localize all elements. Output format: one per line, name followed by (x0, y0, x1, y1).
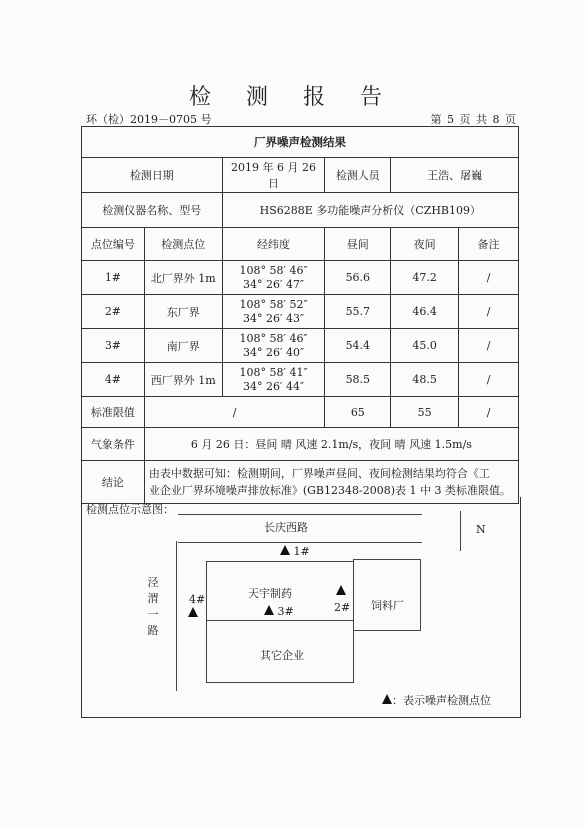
longitude: 108° 58′ 46″ (239, 263, 308, 277)
road-edge (178, 514, 422, 515)
triangle-icon (188, 607, 198, 617)
road-north-label: 长庆西路 (264, 521, 308, 534)
road-west-char: 渭 (147, 592, 159, 605)
limit-label: 标准限值 (82, 397, 145, 428)
diagram-legend (382, 692, 491, 708)
legend-text: ：表示噪声检测点位 (392, 694, 491, 707)
date-label: 检测日期 (82, 158, 223, 193)
col-header: 点位编号 (82, 228, 145, 261)
point-4-label: 4# (189, 593, 206, 606)
noise-results-table (81, 126, 519, 504)
conclusion-line: 由表中数据可知：检测期间，厂界噪声昼间、夜间检测结果均符合《工 (148, 467, 490, 480)
road-west-char: 一 (147, 608, 159, 621)
point-1-marker (280, 545, 310, 558)
night-value: 45.0 (391, 329, 459, 363)
point-4-marker (188, 607, 198, 620)
coordinates (222, 295, 325, 329)
col-header: 备注 (459, 228, 519, 261)
col-header: 昼间 (325, 228, 391, 261)
limit-day: 65 (325, 397, 391, 428)
point-id: 2# (82, 295, 145, 329)
report-title: 检 测 报 告 (189, 85, 396, 110)
triangle-icon (336, 585, 346, 595)
page-info: 第 5 页 共 8 页 (430, 113, 517, 126)
triangle-icon (264, 605, 274, 615)
date-value: 2019 年 6 月 26 日 (222, 158, 325, 193)
feed-factory-box (353, 559, 421, 631)
point-id: 1# (82, 261, 145, 295)
table-heading: 厂界噪声检测结果 (82, 127, 519, 158)
latitude: 34° 26′ 44″ (242, 379, 305, 393)
limit-night: 55 (391, 397, 459, 428)
road-edge (178, 542, 422, 543)
triangle-icon (382, 694, 392, 704)
col-header: 检测点位 (144, 228, 222, 261)
note-value: / (459, 261, 519, 295)
instrument-value: HS6288E 多功能噪声分析仪（CZHB109） (222, 193, 518, 228)
longitude: 108° 58′ 52″ (239, 297, 308, 311)
triangle-icon (280, 545, 290, 555)
night-value: 48.5 (391, 363, 459, 397)
day-value: 56.6 (325, 261, 391, 295)
note-value: / (459, 295, 519, 329)
note-value: / (459, 363, 519, 397)
report-number: 环（检）2019－0705 号 (86, 113, 212, 126)
day-value: 58.5 (325, 363, 391, 397)
road-west-char: 路 (147, 624, 159, 637)
col-header: 夜间 (391, 228, 459, 261)
staff-label: 检测人员 (325, 158, 391, 193)
coordinates (222, 329, 325, 363)
weather-value: 6 月 26 日：昼间 晴 风速 2.1m/s，夜间 晴 风速 1.5m/s (144, 428, 518, 461)
point-site: 东厂界 (144, 295, 222, 329)
table-row (82, 329, 519, 363)
point-3-marker (264, 605, 294, 618)
coordinates (222, 363, 325, 397)
note-value: / (459, 329, 519, 363)
north-label: N (476, 523, 486, 536)
point-site: 西厂界外 1m (144, 363, 222, 397)
instrument-label: 检测仪器名称、型号 (82, 193, 223, 228)
coordinates (222, 261, 325, 295)
limit-note: / (459, 397, 519, 428)
other-enterprise-label: 其它企业 (260, 649, 304, 662)
latitude: 34° 26′ 40″ (242, 345, 305, 359)
point-site: 北厂界外 1m (144, 261, 222, 295)
road-west-char: 泾 (147, 576, 159, 589)
night-value: 47.2 (391, 261, 459, 295)
road-edge (176, 541, 177, 691)
road-west-label (146, 575, 160, 639)
diagram-label: 检测点位示意图： (86, 503, 174, 516)
limit-site: / (144, 397, 325, 428)
day-value: 55.7 (325, 295, 391, 329)
point-2-marker (336, 585, 346, 598)
night-value: 46.4 (391, 295, 459, 329)
feed-factory-label: 饲料厂 (371, 599, 404, 612)
latitude: 34° 26′ 47″ (242, 277, 305, 291)
latitude: 34° 26′ 43″ (242, 311, 305, 325)
staff-value: 王浩、屠巍 (391, 158, 519, 193)
table-row (82, 295, 519, 329)
table-row (82, 363, 519, 397)
factory-label: 天宇制药 (248, 587, 292, 600)
weather-label: 气象条件 (82, 428, 145, 461)
longitude: 108° 58′ 46″ (239, 331, 308, 345)
table-row (82, 261, 519, 295)
point-id: 3# (82, 329, 145, 363)
point-id: 4# (82, 363, 145, 397)
col-header: 经纬度 (222, 228, 325, 261)
point-site: 南厂界 (144, 329, 222, 363)
longitude: 108° 58′ 41″ (239, 365, 308, 379)
site-diagram (81, 497, 521, 718)
north-arrow-line (460, 511, 461, 551)
conclusion-label: 结论 (82, 461, 145, 504)
day-value: 54.4 (325, 329, 391, 363)
point-label: 1# (293, 545, 310, 558)
conclusion-line: 业企业厂界环境噪声排放标准》(GB12348-2008)表 1 中 3 类标准限值。 (148, 484, 511, 497)
point-label: 3# (277, 605, 294, 618)
point-2-label: 2# (334, 601, 351, 614)
